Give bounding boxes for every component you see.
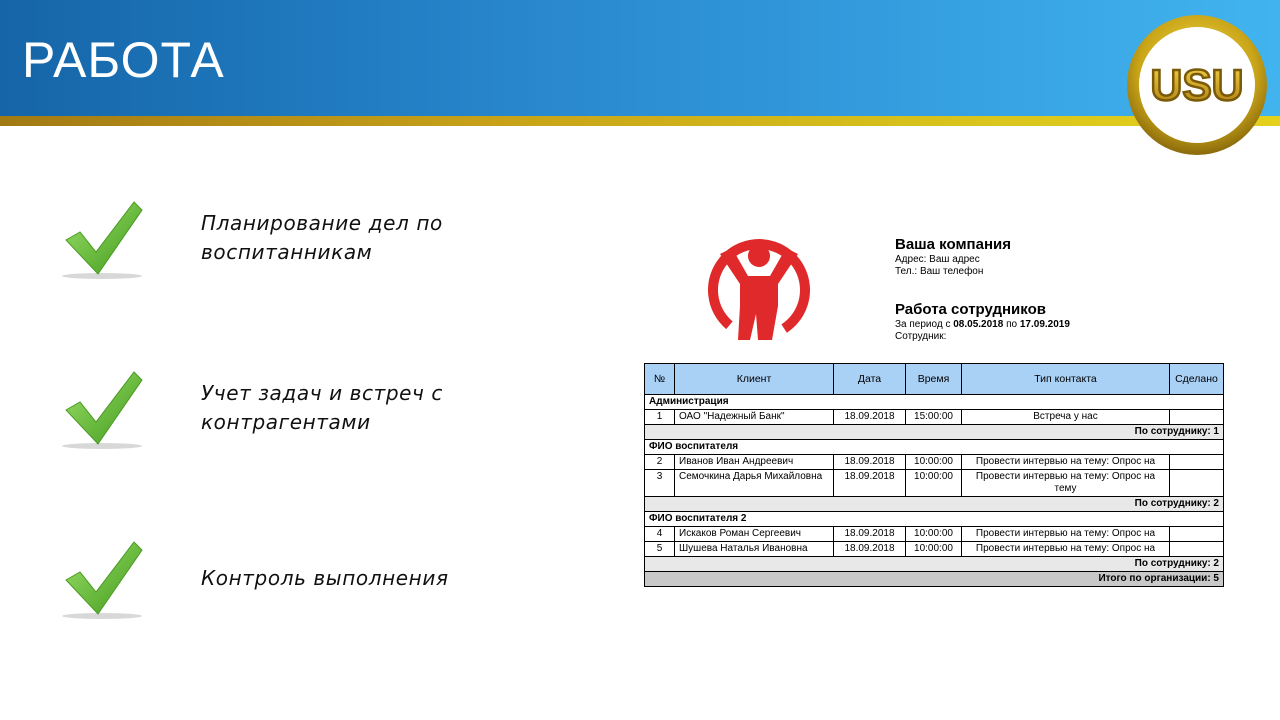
report-header [895,300,1070,343]
checkmark-icon [58,370,154,452]
cell-client: Искаков Роман Сергеевич [675,527,834,542]
cell-number: 1 [645,410,675,425]
cell-date: 18.09.2018 [834,410,906,425]
cell-date: 18.09.2018 [834,542,906,557]
column-header: Время [906,364,962,395]
cell-date: 18.09.2018 [834,470,906,497]
cell-done [1170,470,1224,497]
cell-client: Шушева Наталья Ивановна [675,542,834,557]
bullet-text-line: Учет задач и встреч с [201,381,444,405]
bullet-text-line: Контроль выполнения [201,566,449,590]
cell-done [1170,542,1224,557]
cell-client: Семочкина Дарья Михайловна [675,470,834,497]
table-row [645,410,1224,425]
company-name: Ваша компания [895,236,1011,253]
bullet-tasks [58,370,458,460]
table-row [645,542,1224,557]
table-row [645,455,1224,470]
group-name: Администрация [645,395,1224,410]
bullet-text [201,564,461,593]
cell-time: 10:00:00 [906,470,962,497]
cell-done [1170,527,1224,542]
cell-contact-type: Провести интервью на тему: Опрос на [962,455,1170,470]
cell-number: 2 [645,455,675,470]
subtotal-text: По сотруднику: 2 [645,557,1224,572]
subtotal-row [645,497,1224,512]
cell-contact-type: Провести интервью на тему: Опрос на [962,527,1170,542]
column-header: Тип контакта [962,364,1170,395]
total-row [645,572,1224,587]
cell-done [1170,455,1224,470]
cell-date: 18.09.2018 [834,455,906,470]
group-row [645,512,1224,527]
checkmark-icon [58,540,154,622]
cell-time: 10:00:00 [906,527,962,542]
cell-client: ОАО "Надежный Банк" [675,410,834,425]
report-table [644,363,1224,587]
svg-text:USU: USU [1150,61,1244,110]
group-name: ФИО воспитателя 2 [645,512,1224,527]
company-phone: Тел.: Ваш телефон [895,266,984,277]
cell-client: Иванов Иван Андреевич [675,455,834,470]
subtotal-text: По сотруднику: 2 [645,497,1224,512]
page-title: РАБОТА [22,32,225,88]
cell-contact-type: Провести интервью на тему: Опрос на тему [962,470,1170,497]
cell-contact-type: Провести интервью на тему: Опрос на [962,542,1170,557]
table-row [645,470,1224,497]
bullet-control [58,540,458,630]
checkmark-icon [58,200,154,282]
bullet-text-line: контрагентами [201,410,371,434]
period-prefix: За период с [895,319,954,330]
header-stripe [0,116,1280,126]
cell-date: 18.09.2018 [834,527,906,542]
bullet-text-line: Планирование дел по [201,211,443,235]
company-info [895,236,1011,278]
cell-number: 5 [645,542,675,557]
group-row [645,395,1224,410]
bullet-text [201,209,461,267]
total-text: Итого по организации: 5 [645,572,1224,587]
table-header-row [645,364,1224,395]
period-to: 17.09.2019 [1019,319,1070,330]
bullet-planning [58,200,458,290]
table-row [645,527,1224,542]
report-employee-label: Сотрудник: [895,331,947,342]
subtotal-row [645,557,1224,572]
cell-number: 4 [645,527,675,542]
bullet-text [201,379,461,437]
report-period [895,319,1070,331]
cell-done [1170,410,1224,425]
column-header: Клиент [675,364,834,395]
cell-number: 3 [645,470,675,497]
usu-logo [1126,14,1268,156]
period-mid: по [1003,319,1020,330]
bullet-text-line: воспитанникам [201,240,373,264]
cell-time: 15:00:00 [906,410,962,425]
subtotal-row [645,425,1224,440]
column-header: Дата [834,364,906,395]
organization-logo [706,236,812,344]
report-title: Работа сотрудников [895,301,1046,318]
group-name: ФИО воспитателя [645,440,1224,455]
subtotal-text: По сотруднику: 1 [645,425,1224,440]
group-row [645,440,1224,455]
column-header: Сделано [1170,364,1224,395]
cell-contact-type: Встреча у нас [962,410,1170,425]
company-address: Адрес: Ваш адрес [895,254,980,265]
period-from: 08.05.2018 [953,319,1004,330]
cell-time: 10:00:00 [906,455,962,470]
column-header: № [645,364,675,395]
cell-time: 10:00:00 [906,542,962,557]
